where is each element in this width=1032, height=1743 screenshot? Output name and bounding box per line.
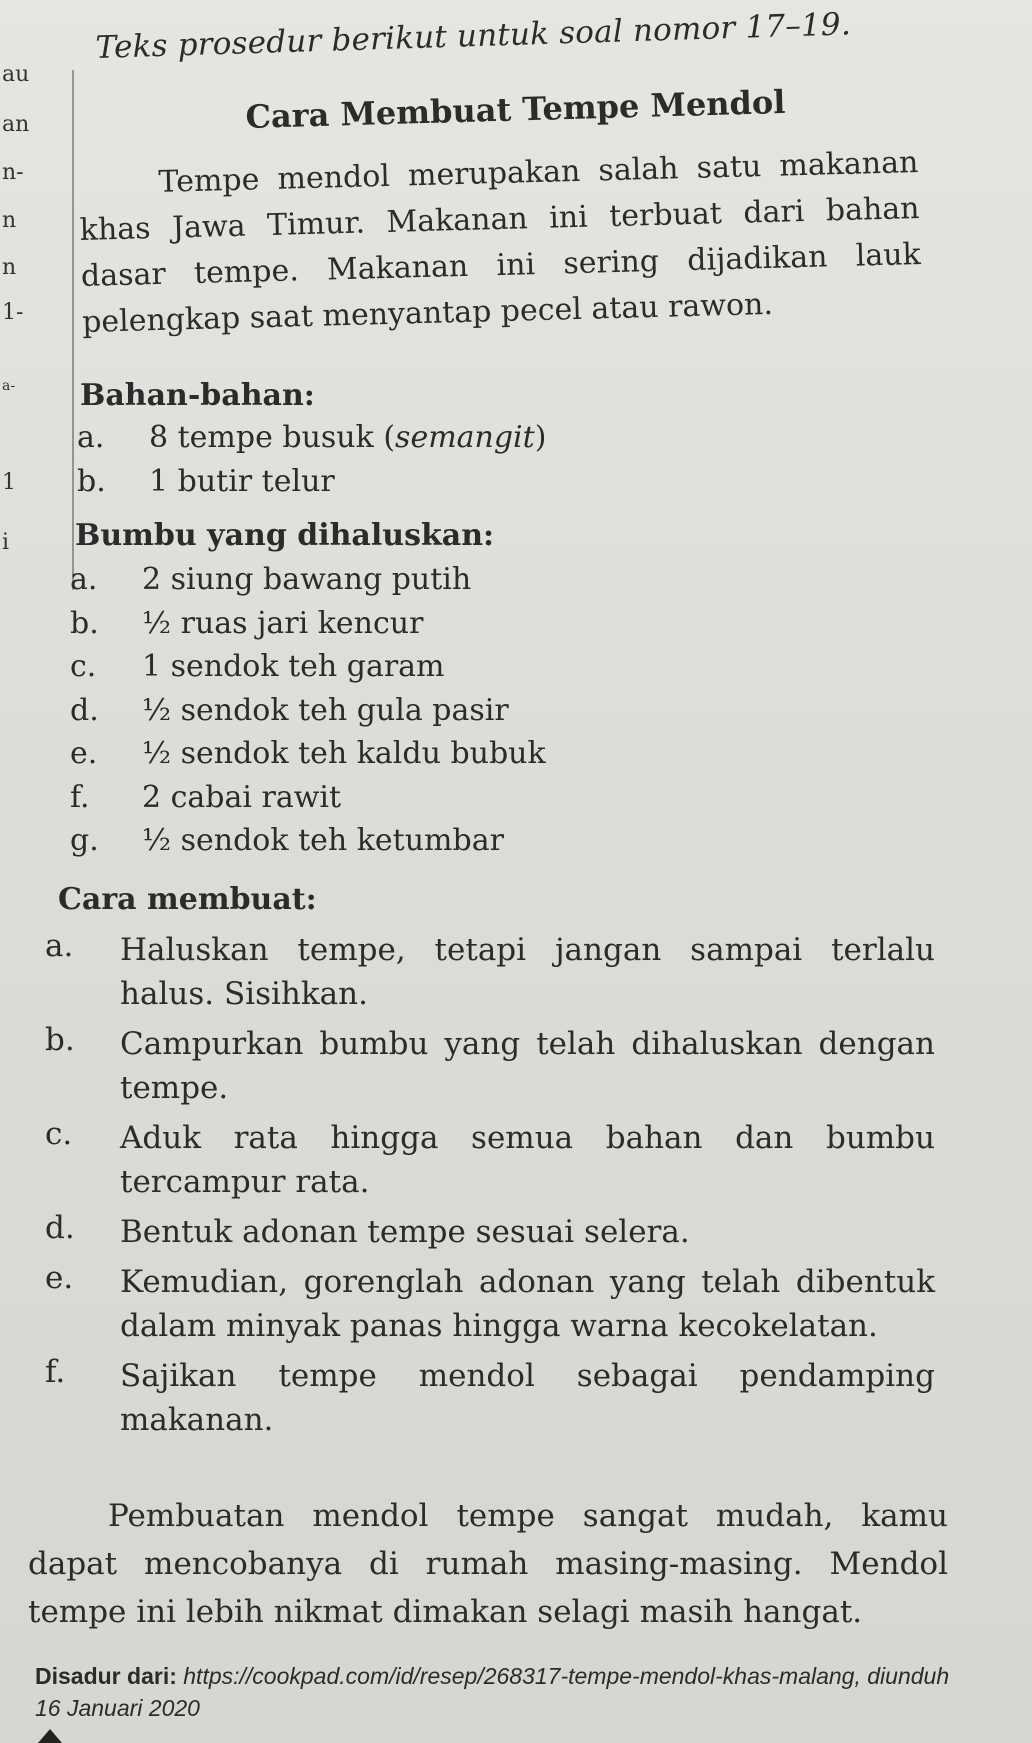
- list-item: [70, 649, 546, 693]
- bumbu-list: [70, 562, 546, 867]
- step-item: [45, 1022, 935, 1110]
- list-letter: f.: [70, 779, 90, 815]
- closing-paragraph: Pembuatan mendol tempe sangat mudah, kamu dapat mencobanya di rumah masing-masing. Mendol tempe ini lebih nikmat dimakan selagi masih hangat.: [28, 1498, 948, 1630]
- page-corner-mark: [38, 1729, 62, 1743]
- step-text: Campurkan bumbu yang telah dihaluskan dengan tempe.: [120, 1026, 935, 1106]
- list-item: [77, 464, 546, 508]
- step-text: Sajikan tempe mendol sebagai pendamping makanan.: [120, 1358, 935, 1438]
- step-text: Kemudian, gorenglah adonan yang telah dibentuk dalam minyak panas hingga warna kecokelatan.: [120, 1264, 935, 1344]
- list-letter: g.: [70, 823, 99, 858]
- margin-fragment: n: [2, 208, 17, 233]
- list-item: [77, 420, 546, 464]
- margin-fragment: an: [2, 112, 30, 137]
- list-text: 1 sendok teh garam: [142, 649, 445, 684]
- step-letter: d.: [45, 1210, 75, 1246]
- list-text: ½ sendok teh kaldu bubuk: [142, 736, 546, 771]
- margin-rule: [72, 70, 74, 590]
- list-letter: e.: [70, 736, 98, 771]
- list-letter: b.: [70, 605, 99, 641]
- margin-fragment: a-: [2, 378, 16, 394]
- list-letter: b.: [77, 463, 106, 499]
- step-letter: f.: [45, 1354, 66, 1390]
- step-text: Bentuk adonan tempe sesuai selera.: [120, 1214, 690, 1250]
- step-text: Haluskan tempe, tetapi jangan sampai terlalu halus. Sisihkan.: [120, 932, 935, 1012]
- margin-fragment: n-: [2, 160, 24, 185]
- list-text: 8 tempe busuk (semangit): [149, 420, 547, 455]
- step-item: [45, 1354, 935, 1442]
- step-item: [45, 1260, 935, 1348]
- list-text: 2 cabai rawit: [142, 779, 342, 815]
- cara-heading: Cara membuat:: [58, 882, 317, 917]
- list-item: [70, 736, 546, 780]
- bumbu-heading: Bumbu yang dihaluskan:: [75, 518, 495, 553]
- list-letter: d.: [70, 692, 99, 728]
- step-item: [45, 1210, 935, 1254]
- step-letter: c.: [45, 1116, 73, 1152]
- list-item: [70, 606, 546, 650]
- source-date: , diunduh 16 Januari 2020: [35, 1663, 950, 1721]
- list-item: [70, 562, 546, 606]
- step-item: [45, 928, 935, 1016]
- margin-fragment: 1-: [2, 300, 24, 325]
- list-letter: c.: [70, 649, 97, 684]
- bahan-heading: Bahan-bahan:: [80, 378, 315, 413]
- list-letter: a.: [77, 420, 105, 455]
- step-letter: b.: [45, 1022, 75, 1058]
- list-item: [70, 780, 546, 824]
- bahan-list: [77, 420, 546, 507]
- list-text: ½ sendok teh ketumbar: [142, 823, 504, 858]
- source-label: Disadur dari:: [35, 1663, 177, 1689]
- opening-paragraph: Tempe mendol merupakan salah satu makanan khas Jawa Timur. Makanan ini terbuat dari bahan dasar tempe. Makanan ini sering dijadikan lauk pelengkap saat menyantap pecel atau rawon.: [79, 145, 922, 340]
- list-text: ½ ruas jari kencur: [142, 605, 424, 641]
- step-item: [45, 1116, 935, 1204]
- list-item: [70, 823, 546, 867]
- list-text: 1 butir telur: [149, 463, 335, 499]
- step-letter: a.: [45, 928, 74, 964]
- source-url[interactable]: https://cookpad.com/id/resep/268317-tempe-mendol-khas-malang: [183, 1663, 855, 1689]
- list-letter: a.: [70, 562, 98, 597]
- step-letter: e.: [45, 1260, 74, 1296]
- list-item: [70, 693, 546, 737]
- cara-steps: [45, 928, 935, 1448]
- margin-fragment: i: [2, 530, 10, 555]
- source-citation: [35, 1660, 965, 1724]
- margin-fragment: n: [2, 255, 17, 280]
- step-text: Aduk rata hingga semua bahan dan bumbu tercampur rata.: [120, 1120, 935, 1200]
- intro-instruction: Teks prosedur berikut untuk soal nomor 17–19.: [95, 6, 852, 66]
- list-text: ½ sendok teh gula pasir: [142, 692, 509, 728]
- margin-fragment: 1: [2, 470, 16, 495]
- list-text: 2 siung bawang putih: [142, 562, 472, 597]
- margin-fragment: au: [2, 62, 30, 87]
- text-title: Cara Membuat Tempe Mendol: [245, 82, 786, 136]
